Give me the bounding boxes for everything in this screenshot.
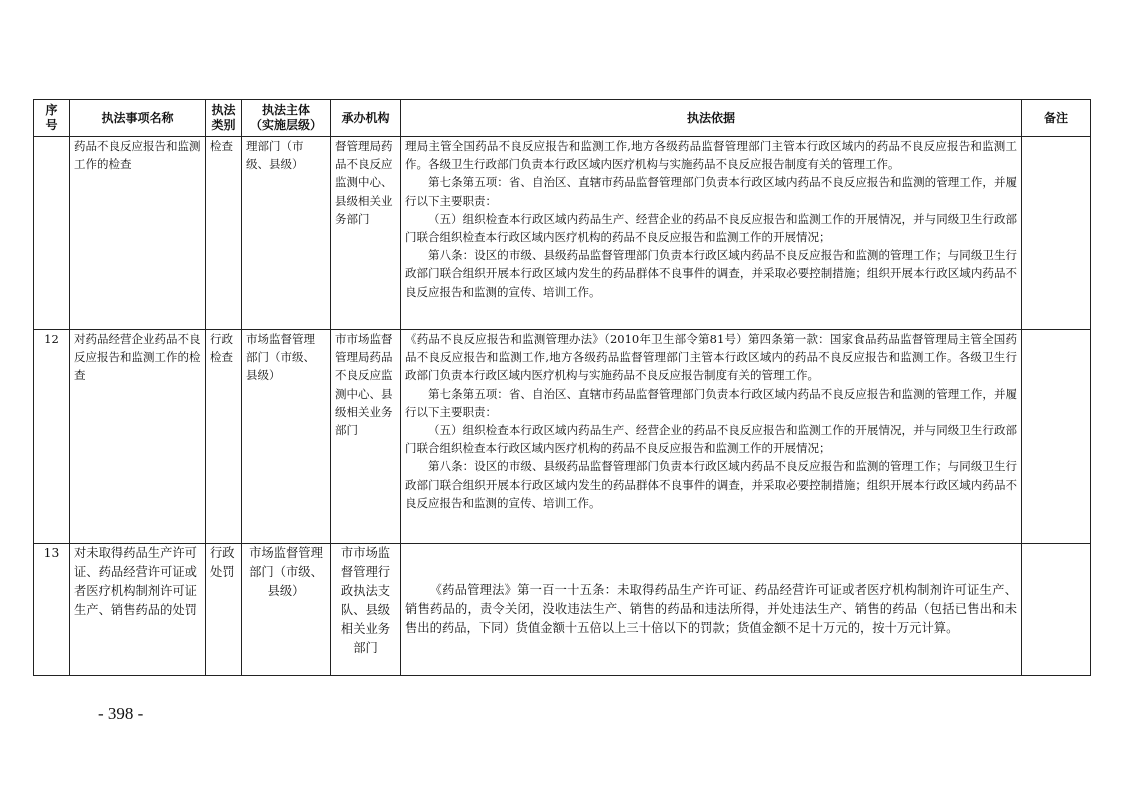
basis-paragraph: （五）组织检查本行政区域内药品生产、经营企业的药品不良反应报告和监测工作的开展情况，并与同级卫生行政部门联合组织检查本行政区域内医疗机构的药品不良反应报告和监测工作的开展情况； — [405, 211, 1017, 245]
row-remark — [1022, 330, 1091, 544]
row-name: 对未取得药品生产许可证、药品经营许可证或者医疗机构制剂许可证生产、销售药品的处罚 — [70, 544, 206, 676]
row-num: 12 — [34, 330, 70, 544]
row-num: 13 — [34, 544, 70, 676]
row-agency: 督管理局药品不良反应监测中心、县级相关业务部门 — [331, 137, 401, 330]
row-remark — [1022, 544, 1091, 676]
table-row — [34, 137, 1091, 330]
header-type: 执法 类别 — [206, 100, 242, 137]
row-basis — [401, 544, 1022, 676]
header-basis: 执法依据 — [401, 100, 1022, 137]
row-type: 行政检查 — [206, 330, 242, 544]
table-row — [34, 544, 1091, 676]
header-num: 序 号 — [34, 100, 70, 137]
header-name: 执法事项名称 — [70, 100, 206, 137]
page-number: - 398 - — [98, 704, 144, 723]
basis-paragraph: （五）组织检查本行政区域内药品生产、经营企业的药品不良反应报告和监测工作的开展情况，并与同级卫生行政部门联合组织检查本行政区域内医疗机构的药品不良反应报告和监测工作的开展情况； — [405, 423, 1017, 456]
table-header-row — [34, 100, 1091, 137]
header-agency: 承办机构 — [331, 100, 401, 137]
basis-paragraph: 理局主管全国药品不良反应报告和监测工作,地方各级药品监督管理部门主管本行政区域内的药品不良反应报告和监测工作。各级卫生行政部门负责本行政区域内医疗机构与实施药品不良反应报告制度有关的管理工作。 — [405, 139, 1017, 172]
enforcement-table — [33, 99, 1091, 676]
row-num — [34, 137, 70, 330]
basis-paragraph: 第七条第五项：省、自治区、直辖市药品监督管理部门负责本行政区域内药品不良反应报告和监测的管理工作，并履行以下主要职责： — [405, 386, 1017, 419]
row-basis — [401, 330, 1022, 544]
row-agency: 市市场监督管理行政执法支队、县级相关业务部门 — [331, 544, 401, 676]
table-row — [34, 330, 1091, 544]
header-subject: 执法主体 （实施层级） — [242, 100, 331, 137]
basis-paragraph: 《药品管理法》第一百一十五条：未取得药品生产许可证、药品经营许可证或者医疗机构制剂许可证生产、销售药品的，责令关闭，没收违法生产、销售的药品和违法所得，并处违法生产、销售的药品（包括已售出和未售出的药品，下同）货值金额十五倍以上三十倍以下的罚款；货值金额不足十万元的，按十万元计算。 — [405, 583, 1017, 635]
row-remark — [1022, 137, 1091, 330]
basis-paragraph: 第八条：设区的市级、县级药品监督管理部门负责本行政区域内药品不良反应报告和监测的管理工作；与同级卫生行政部门联合组织开展本行政区域内发生的药品群体不良事件的调查，并采取必要控制措施；组织开展本行政区域内药品不良反应报告和监测的宣传、培训工作。 — [405, 248, 1017, 299]
row-subject: 市场监督管理部门（市级、县级） — [242, 544, 331, 676]
row-agency: 市市场监督管理局药品不良反应监测中心、县级相关业务部门 — [331, 330, 401, 544]
row-type: 行政处罚 — [206, 544, 242, 676]
row-basis — [401, 137, 1022, 330]
row-subject: 市场监督管理部门（市级、县级） — [242, 330, 331, 544]
basis-paragraph: 第八条：设区的市级、县级药品监督管理部门负责本行政区域内药品不良反应报告和监测的管理工作；与同级卫生行政部门联合组织开展本行政区域内发生的药品群体不良事件的调查，并采取必要控制措施；组织开展本行政区域内药品不良反应报告和监测的宣传、培训工作。 — [405, 459, 1017, 510]
row-subject: 理部门（市级、县级） — [242, 137, 331, 330]
basis-paragraph: 第七条第五项：省、自治区、直辖市药品监督管理部门负责本行政区域内药品不良反应报告和监测的管理工作，并履行以下主要职责： — [405, 175, 1017, 208]
row-name: 对药品经营企业药品不良反应报告和监测工作的检查 — [70, 330, 206, 544]
basis-paragraph: 《药品不良反应报告和监测管理办法》（2010年卫生部令第81号）第四条第一款：国家食品药品监督管理局主管全国药品不良反应报告和监测工作,地方各级药品监督管理部门主管本行政区域内的药品不良反应报告和监测工作。各级卫生行政部门负责本行政区域内医疗机构与实施药品不良反应报告制度有关的管理工作。 — [405, 332, 1017, 383]
header-remark: 备注 — [1022, 100, 1091, 137]
row-type: 检查 — [206, 137, 242, 330]
row-name: 药品不良反应报告和监测工作的检查 — [70, 137, 206, 330]
